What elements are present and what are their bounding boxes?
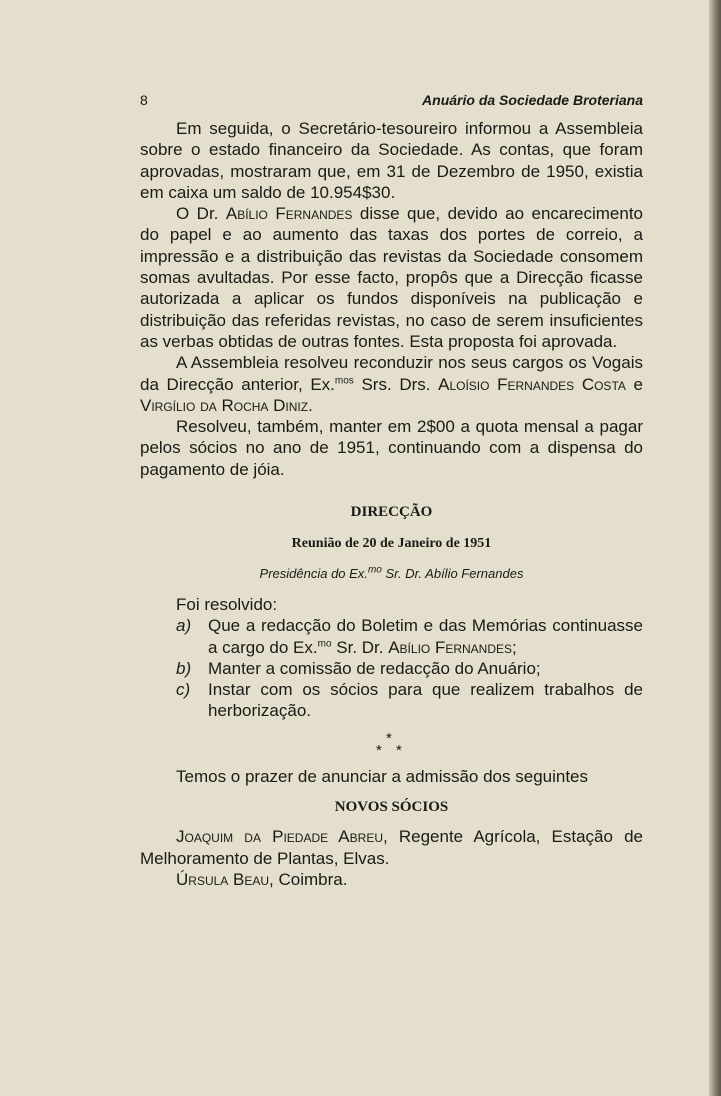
text-run: Sr. Dr. <box>331 637 389 657</box>
list-item-text <box>208 615 643 658</box>
text-run: e <box>625 374 643 394</box>
list-marker: b) <box>176 658 192 678</box>
running-head <box>140 92 643 112</box>
resolutions-list <box>140 615 643 721</box>
paragraph-reappointment <box>140 352 643 416</box>
paragraph-quota: Resolveu, também, manter em 2$00 a quota mensal a pagar pelos sócios no ano de 1951, continuando com a dispensa do pagamento de jóia. <box>140 417 643 479</box>
section-heading-direccao: DIRECÇÃO <box>350 504 433 521</box>
text-run: O Dr. <box>176 204 226 224</box>
text-run: Que a redacção do Boletim e das Memórias continuasse a cargo do Ex. <box>208 616 643 657</box>
list-marker: a) <box>176 616 192 636</box>
page-number: 8 <box>140 92 148 108</box>
person-name: Abílio Fernandes <box>225 204 353 224</box>
admission-announcement: Temos o prazer de anunciar a admissão dos seguintes <box>176 766 589 786</box>
text-run: Srs. Drs. <box>353 374 439 394</box>
text-run: disse que, devido ao encarecimento do papel e ao aumento das taxas dos portes de correio, a impressão e a distribuição das revistas da Sociedade consomem somas avultadas. Por esse facto, propôs que a Direcção ficasse autorizada a aplicar os fundos disponíveis na publicação e distribuição das referidas revistas, no caso de serem insuficientes as verbas obtidas de outras fontes. Esta proposta foi aprovada. <box>140 204 643 351</box>
asterism-star: * <box>376 741 382 759</box>
list-item-text: Manter a comissão de redacção do Anuário; <box>208 658 541 678</box>
member-entry <box>140 826 643 869</box>
page-gutter-shadow <box>709 0 721 1096</box>
member-details: , Regente Agrícola, Estação de Melhoramento de Plantas, Elvas. <box>140 827 644 868</box>
list-item <box>176 658 643 679</box>
member-name: Úrsula Beau <box>176 869 270 889</box>
text-run: . <box>308 395 313 415</box>
body-text <box>140 118 643 890</box>
asterism-star: * <box>396 741 402 759</box>
text-run: A Assembleia resolveu reconduzir nos seus cargos os Vogais da Direcção anterior, Ex. <box>140 353 643 394</box>
resolved-intro: Foi resolvido: <box>176 594 278 614</box>
text-run: Presidência do Ex. <box>259 565 368 581</box>
person-name: Virgílio da Rocha Diniz <box>140 395 309 415</box>
text-run: Sr. Dr. Abílio Fernandes <box>381 565 524 581</box>
superscript: mo <box>317 637 332 649</box>
meeting-date: Reunião de 20 de Janeiro de 1951 <box>291 536 492 552</box>
paragraph-finances: Em seguida, o Secretário-tesoureiro informou a Assembleia sobre o estado financeiro da Sociedade. As contas, que foram aprovadas, mostraram que, em 31 de Dezembro de 1950, existia em caixa um saldo de 10.954$30. <box>140 119 643 202</box>
list-item-text: Instar com os sócios para que realizem trabalhos de herborização. <box>208 680 643 721</box>
section-heading-novos-socios: NOVOS SÓCIOS <box>334 799 449 816</box>
superscript: mos <box>334 374 354 386</box>
list-item <box>176 679 643 722</box>
asterism-divider <box>140 729 643 760</box>
list-marker: c) <box>176 680 191 700</box>
member-name: Joaquim da Piedade Abreu <box>176 827 383 847</box>
list-item <box>176 615 643 658</box>
asterism-star: * <box>386 729 392 747</box>
text-run: ; <box>512 637 517 657</box>
superscript: mo <box>367 564 382 576</box>
member-entry <box>140 869 643 890</box>
person-name: Abílio Fernandes <box>388 637 513 657</box>
journal-title: Anuário da Sociedade Broteriana <box>422 92 643 108</box>
presidency-line <box>140 563 643 584</box>
person-name: Aloísio Fernandes Costa <box>438 374 626 394</box>
paragraph-proposal <box>140 203 643 352</box>
member-details: , Coimbra. <box>269 869 348 889</box>
